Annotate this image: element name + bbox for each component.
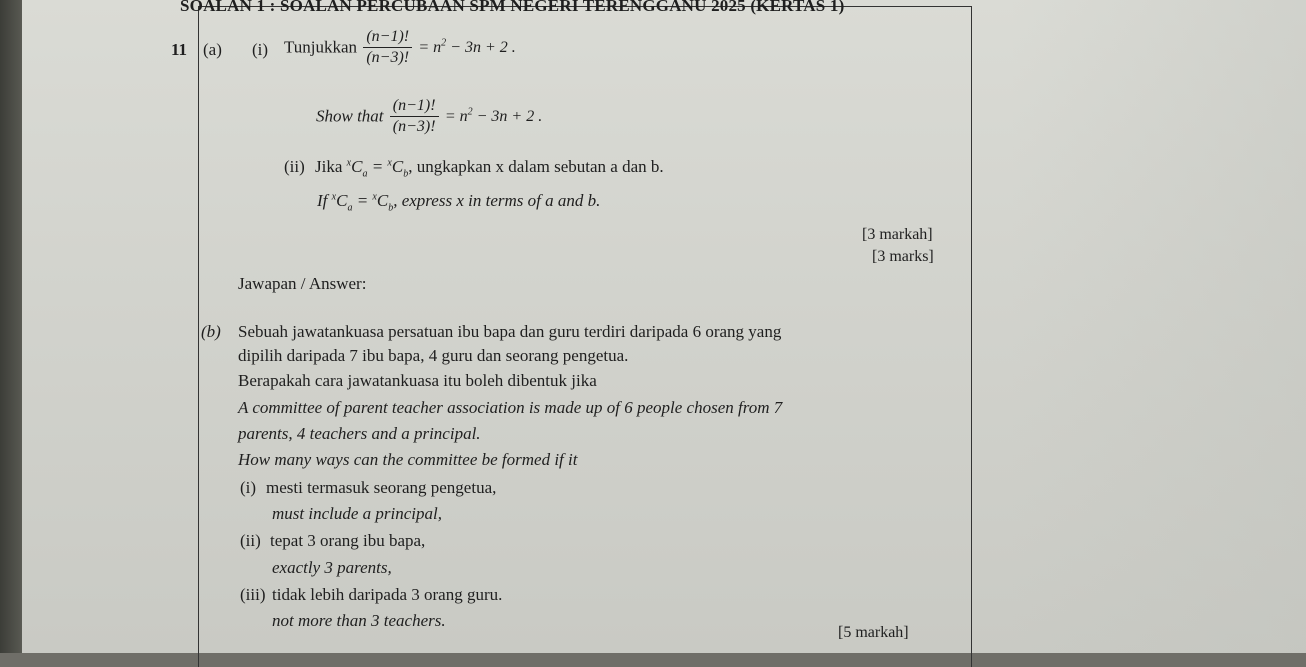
factorial-fraction [363, 28, 412, 67]
part-a-i-label: (i) [252, 40, 269, 59]
part-a-ii-english-line [317, 191, 600, 213]
fraction-numerator: (n−1)! [363, 28, 412, 48]
b-english-line-1: A committee of parent teacher association is made up of 6 people chosen from 7 [238, 398, 783, 417]
b-malay-line-3: Berapakah cara jawatankuasa itu boleh dibentuk jika [238, 371, 597, 390]
answer-label: Jawapan / Answer: [238, 274, 367, 293]
fraction-denominator: (n−3)! [366, 49, 410, 66]
b-marks-malay: [5 markah] [838, 624, 909, 641]
a-ii-malay-post: , ungkapkan x dalam sebutan a dan b. [408, 157, 664, 176]
b-malay-line-1: Sebuah jawatankuasa persatuan ibu bapa dan guru terdiri daripada 6 orang yang [238, 322, 782, 341]
part-a-ii-malay-line [315, 157, 664, 179]
part-b-iii-label: (iii) [240, 585, 266, 604]
a-i-english-text: Show that [316, 106, 384, 126]
fraction-rhs: = $n^2 - 3n + 2$ . [418, 37, 516, 57]
part-a-i-malay-line [284, 28, 516, 67]
a-i-malay-text: Tunjukkan [284, 37, 358, 57]
fraction-denominator-english: (n−3)! [392, 118, 436, 135]
part-b-label: (b) [201, 322, 221, 341]
part-b-ii-label: (ii) [240, 531, 261, 550]
a-ii-english-post: , express x in terms of a and b. [393, 191, 601, 210]
fraction-numerator-english: (n−1)! [390, 97, 439, 117]
b-i-english: must include a principal, [272, 504, 442, 523]
paper-header [180, 0, 1000, 15]
fraction-rhs-english: = $n^2 - 3n + 2$ . [444, 106, 543, 126]
part-b-i-label: (i) [240, 478, 257, 497]
combination-equation: $^xC_a = ^xC_b$ [346, 157, 409, 180]
b-iii-english: not more than 3 teachers. [272, 611, 446, 630]
b-english-line-2: parents, 4 teachers and a principal. [238, 424, 481, 443]
factorial-fraction-english [390, 97, 439, 136]
header-title: SOALAN 1 : SOALAN PERCUBAAN SPM NEGERI TERENGGANU 2025 (KERTAS 1) [180, 0, 845, 15]
b-iii-malay: tidak lebih daripada 3 orang guru. [272, 585, 503, 604]
part-a-i-english-line [316, 97, 542, 136]
b-i-malay: mesti termasuk seorang pengetua, [266, 478, 497, 497]
combination-equation-english: $^xC_a = ^xC_b$ [331, 191, 394, 214]
b-malay-line-2: dipilih daripada 7 ibu bapa, 4 guru dan seorang pengetua. [238, 346, 629, 365]
b-ii-english: exactly 3 parents, [272, 558, 392, 577]
a-ii-malay-pre: Jika [315, 157, 343, 176]
question-number: 11 [171, 40, 188, 59]
a-ii-english-pre: If [317, 191, 328, 210]
part-a-label: (a) [203, 40, 222, 59]
marks-english: [3 marks] [872, 248, 934, 265]
part-a-ii-label: (ii) [284, 157, 305, 176]
b-ii-malay: tepat 3 orang ibu bapa, [270, 531, 426, 550]
paper-shadow [1010, 0, 1306, 653]
b-english-line-3: How many ways can the committee be formed if it [238, 450, 578, 469]
marks-malay: [3 markah] [862, 226, 933, 243]
